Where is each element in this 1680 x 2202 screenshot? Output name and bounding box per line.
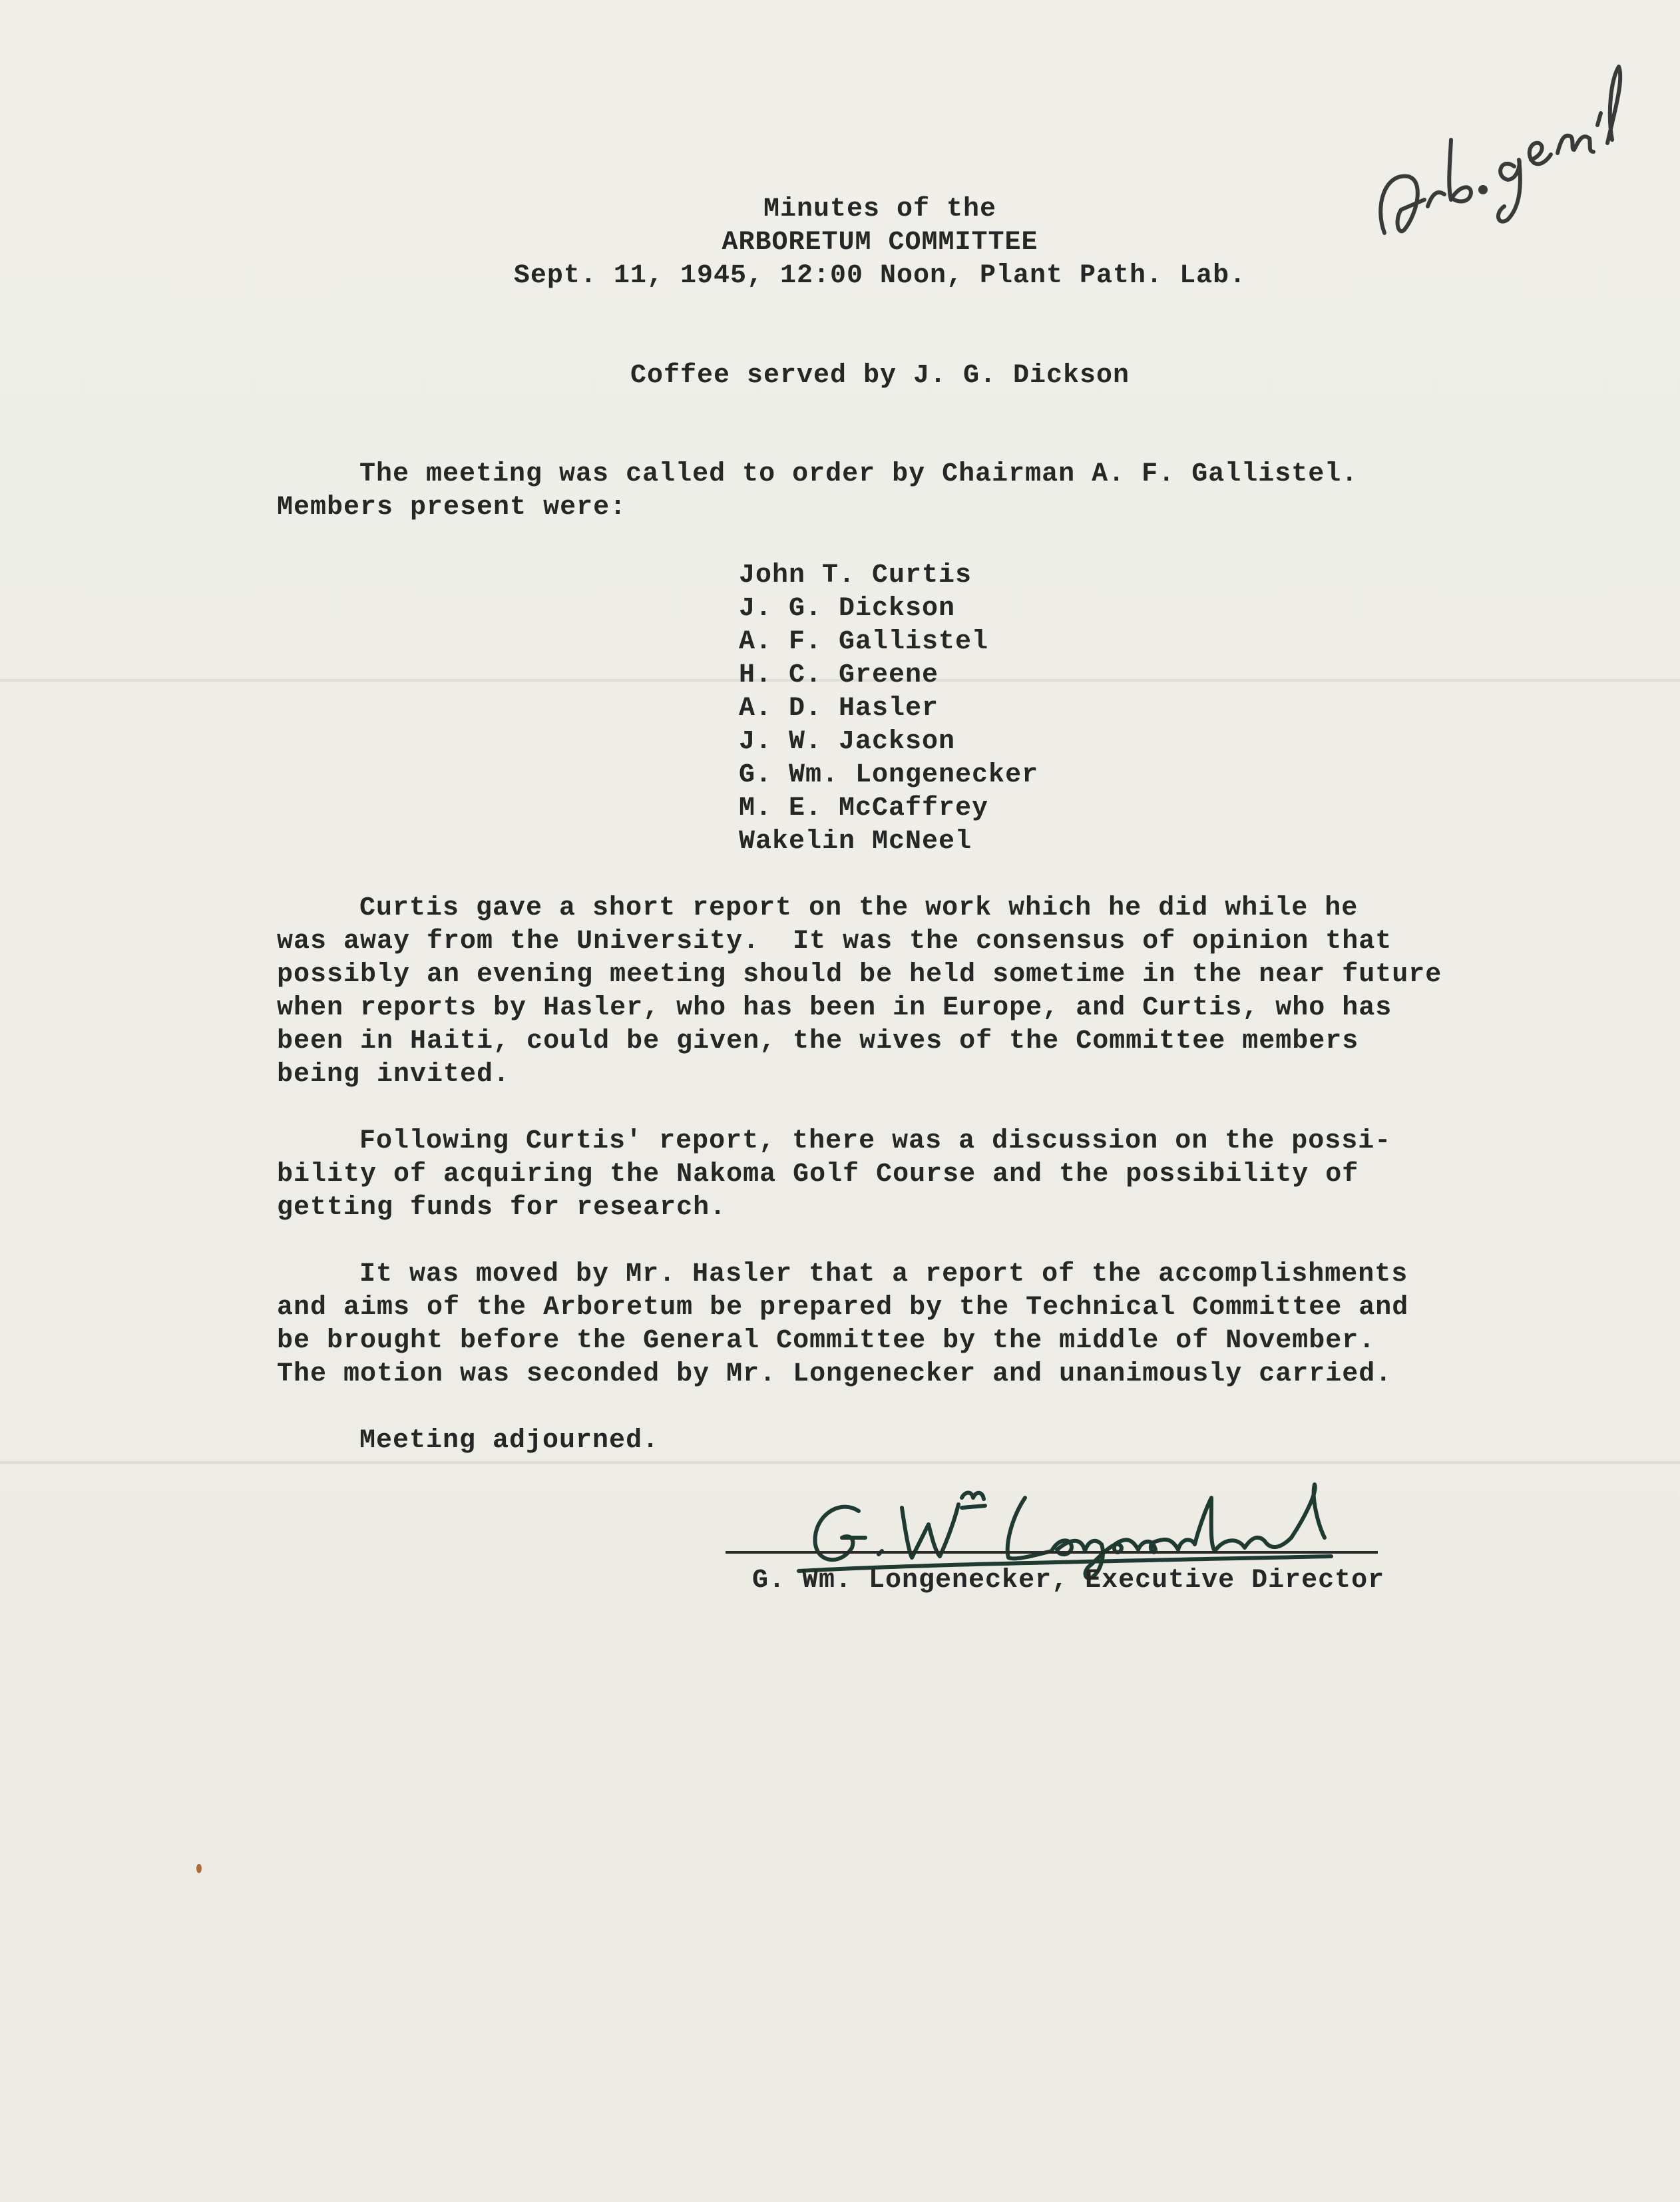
coffee-note: Coffee served by J. G. Dickson — [630, 361, 1130, 391]
member-name: M. E. McCaffrey — [739, 793, 989, 823]
paragraph-line: possibly an evening meeting should be held sometime in the near future — [277, 960, 1442, 990]
member-name: J. W. Jackson — [739, 727, 956, 757]
handwritten-note — [1371, 40, 1637, 260]
paper-blemish — [196, 1864, 202, 1873]
paragraph-line: being invited. — [277, 1060, 511, 1090]
intro-line-2: Members present were: — [277, 493, 627, 523]
paragraph-line: be brought before the General Committee by the middle of November. — [277, 1326, 1376, 1356]
member-name: A. F. Gallistel — [739, 627, 989, 657]
paragraph-line: when reports by Hasler, who has been in Europe, and Curtis, who has — [277, 993, 1392, 1023]
paragraph-line: and aims of the Arboretum be prepared by the Technical Committee and — [277, 1293, 1409, 1323]
signature-rule — [726, 1551, 1378, 1554]
signatory-name-title: G. Wm. Longenecker, Executive Director — [752, 1566, 1385, 1596]
member-name: G. Wm. Longenecker — [739, 760, 1039, 790]
paragraph-line: getting funds for research. — [277, 1193, 727, 1223]
paragraph-line: Curtis gave a short report on the work which he did while he — [359, 893, 1359, 923]
header-line-2: ARBORETUM COMMITTEE — [722, 228, 1038, 258]
paragraph-line: The motion was seconded by Mr. Longenecker and unanimously carried. — [277, 1359, 1392, 1389]
paragraph-line: was away from the University. It was the consensus of opinion that — [277, 927, 1392, 957]
paragraph-line: been in Haiti, could be given, the wives of the Committee members — [277, 1026, 1359, 1056]
paragraph-line: Following Curtis' report, there was a discussion on the possi- — [359, 1126, 1392, 1156]
paragraph-line: It was moved by Mr. Hasler that a report of the accomplishments — [359, 1259, 1408, 1289]
closing-line: Meeting adjourned. — [359, 1426, 660, 1456]
member-name: John T. Curtis — [739, 560, 972, 590]
member-name: A. D. Hasler — [739, 694, 939, 724]
header-line-3: Sept. 11, 1945, 12:00 Noon, Plant Path. Lab. — [513, 261, 1247, 291]
member-name: J. G. Dickson — [739, 594, 956, 624]
header-line-1: Minutes of the — [763, 194, 997, 224]
paragraph-line: bility of acquiring the Nakoma Golf Course and the possibility of — [277, 1160, 1359, 1190]
intro-line-1: The meeting was called to order by Chairman A. F. Gallistel. — [359, 459, 1359, 489]
paper-fold-line — [0, 1461, 1680, 1464]
member-name: H. C. Greene — [739, 660, 939, 690]
member-name: Wakelin McNeel — [739, 827, 972, 857]
